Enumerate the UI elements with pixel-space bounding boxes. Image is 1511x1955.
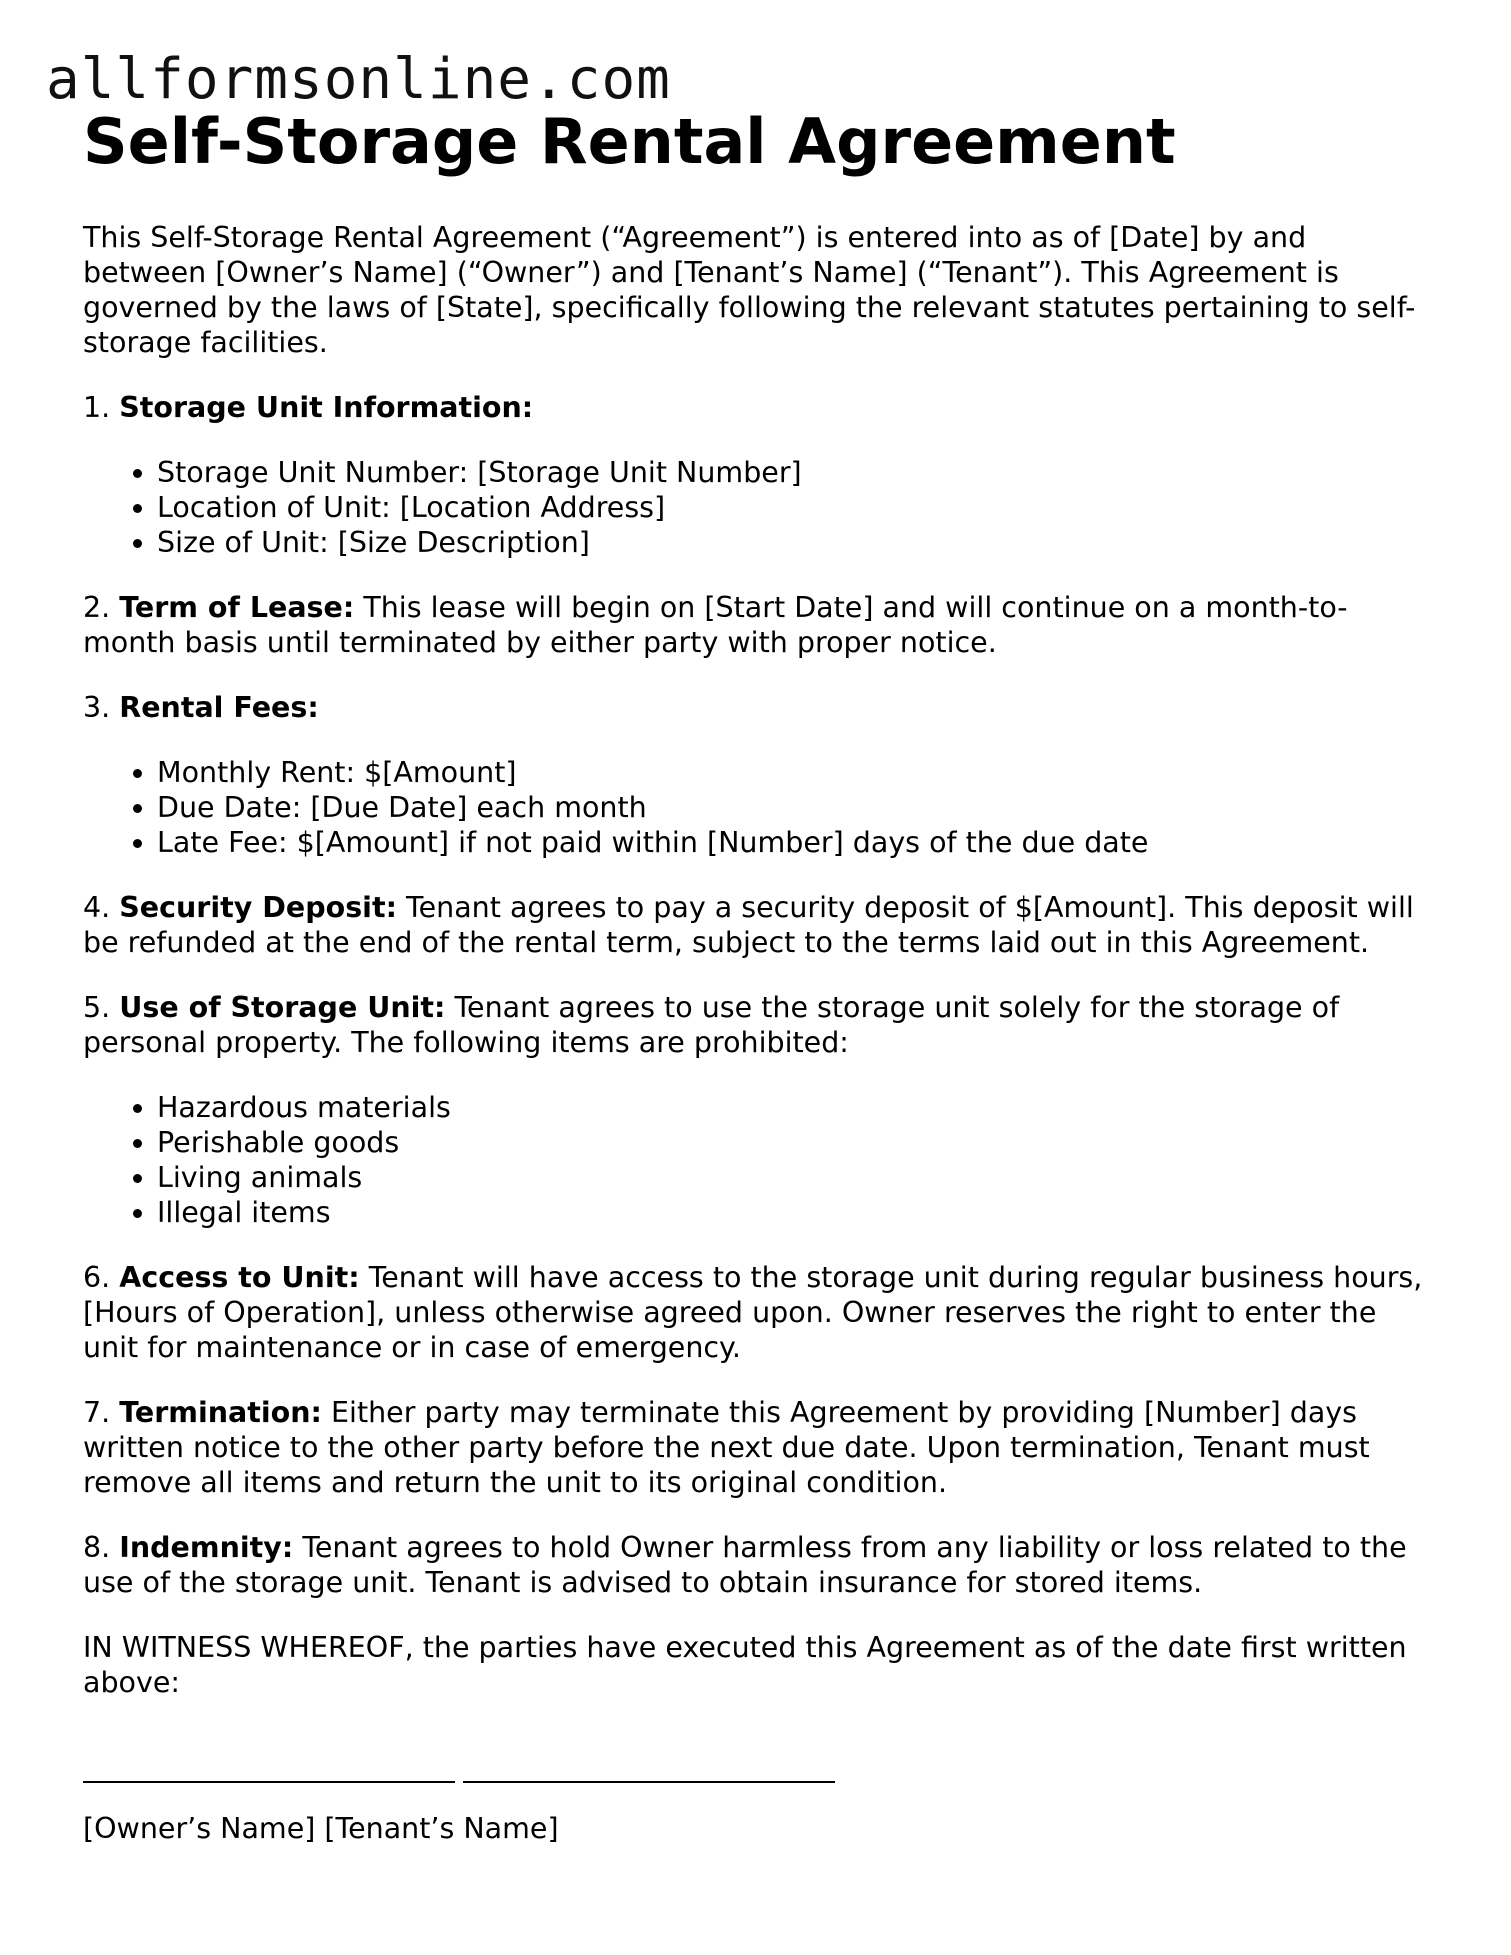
section-4-heading: Security Deposit:: [119, 891, 397, 924]
document-title: Self-Storage Rental Agreement: [83, 105, 1176, 178]
section-8-heading: Indemnity:: [119, 1531, 294, 1564]
section-7-number: 7.: [83, 1396, 111, 1429]
section-4-text: Tenant agrees to pay a security deposit of $[Amount]. This deposit will be refunded at the end of the rental term, subject to the terms laid out in this Agreement.: [83, 891, 1414, 959]
section-5-heading: Use of Storage Unit:: [119, 991, 446, 1024]
signature-lines: [83, 1748, 1433, 1783]
signature-names: [83, 1811, 1433, 1846]
section-6-text: Tenant will have access to the storage unit during regular business hours, [Hours of Operation], unless otherwise agreed upon. Owner reserves the right to enter the unit for maintenance or in case of emergency.: [83, 1261, 1423, 1364]
section-2-paragraph: [83, 590, 1433, 660]
section-1-heading: Storage Unit Information:: [119, 391, 534, 424]
section-1-heading-line: [83, 390, 1433, 425]
list-item: • Location of Unit: [Location Address]: [157, 490, 1433, 525]
list-item: • Due Date: [Due Date] each month: [157, 790, 1433, 825]
section-1-number: 1.: [83, 391, 111, 424]
section-7-heading: Termination:: [119, 1396, 322, 1429]
witness-paragraph: IN WITNESS WHEREOF, the parties have executed this Agreement as of the date first written above:: [83, 1631, 1407, 1699]
list-item: • Monthly Rent: $[Amount]: [157, 755, 1433, 790]
list-item: • Living animals: [157, 1160, 1433, 1195]
list-item: • Perishable goods: [157, 1125, 1433, 1160]
section-3-heading-line: [83, 690, 1433, 725]
section-5-text: Tenant agrees to use the storage unit solely for the storage of personal property. The following items are prohibited:: [83, 991, 1340, 1059]
section-4-paragraph: [83, 890, 1433, 960]
section-3-list: [83, 755, 1433, 860]
section-3-number: 3.: [83, 691, 111, 724]
tenant-signature-line: [463, 1759, 835, 1783]
list-item: • Storage Unit Number: [Storage Unit Number]: [157, 455, 1433, 490]
section-2-heading: Term of Lease:: [119, 591, 355, 624]
section-4-number: 4.: [83, 891, 111, 924]
section-6-paragraph: [83, 1260, 1433, 1365]
list-item: • Illegal items: [157, 1195, 1433, 1230]
list-item: • Hazardous materials: [157, 1090, 1433, 1125]
section-2-number: 2.: [83, 591, 111, 624]
section-8-number: 8.: [83, 1531, 111, 1564]
section-6-heading: Access to Unit:: [119, 1261, 360, 1294]
section-7-paragraph: [83, 1395, 1433, 1500]
intro-paragraph: This Self-Storage Rental Agreement (“Agreement”) is entered into as of [Date] by and between [Owner’s Name] (“Owner”) and [Tenant’s Name] (“Tenant”). This Agreement is governed by the laws of [State], specifically following the relevant statutes pertaining to self-storage facilities.: [83, 221, 1416, 359]
owner-name-label: [Owner’s Name]: [83, 1812, 316, 1845]
owner-signature-line: [83, 1759, 455, 1783]
list-item: • Size of Unit: [Size Description]: [157, 525, 1433, 560]
section-8-paragraph: [83, 1530, 1433, 1600]
section-8-text: Tenant agrees to hold Owner harmless from any liability or loss related to the use of the storage unit. Tenant is advised to obtain insurance for stored items.: [83, 1531, 1407, 1599]
tenant-name-label: [Tenant’s Name]: [324, 1812, 559, 1845]
section-6-number: 6.: [83, 1261, 111, 1294]
document-body: [83, 104, 1433, 1846]
section-7-text: Either party may terminate this Agreement by providing [Number] days written notice to the other party before the next due date. Upon termination, Tenant must remove all items and return the unit to its original condition.: [83, 1396, 1370, 1499]
section-5-list: [83, 1090, 1433, 1230]
section-5-number: 5.: [83, 991, 111, 1024]
section-3-heading: Rental Fees:: [119, 691, 319, 724]
list-item: • Late Fee: $[Amount] if not paid within [Number] days of the due date: [157, 825, 1433, 860]
watermark-text: allformsonline.com: [46, 47, 671, 112]
section-2-text: This lease will begin on [Start Date] and will continue on a month-to-month basis until terminated by either party with proper notice.: [83, 591, 1348, 659]
section-5-paragraph: [83, 990, 1433, 1060]
section-1-list: [83, 455, 1433, 560]
